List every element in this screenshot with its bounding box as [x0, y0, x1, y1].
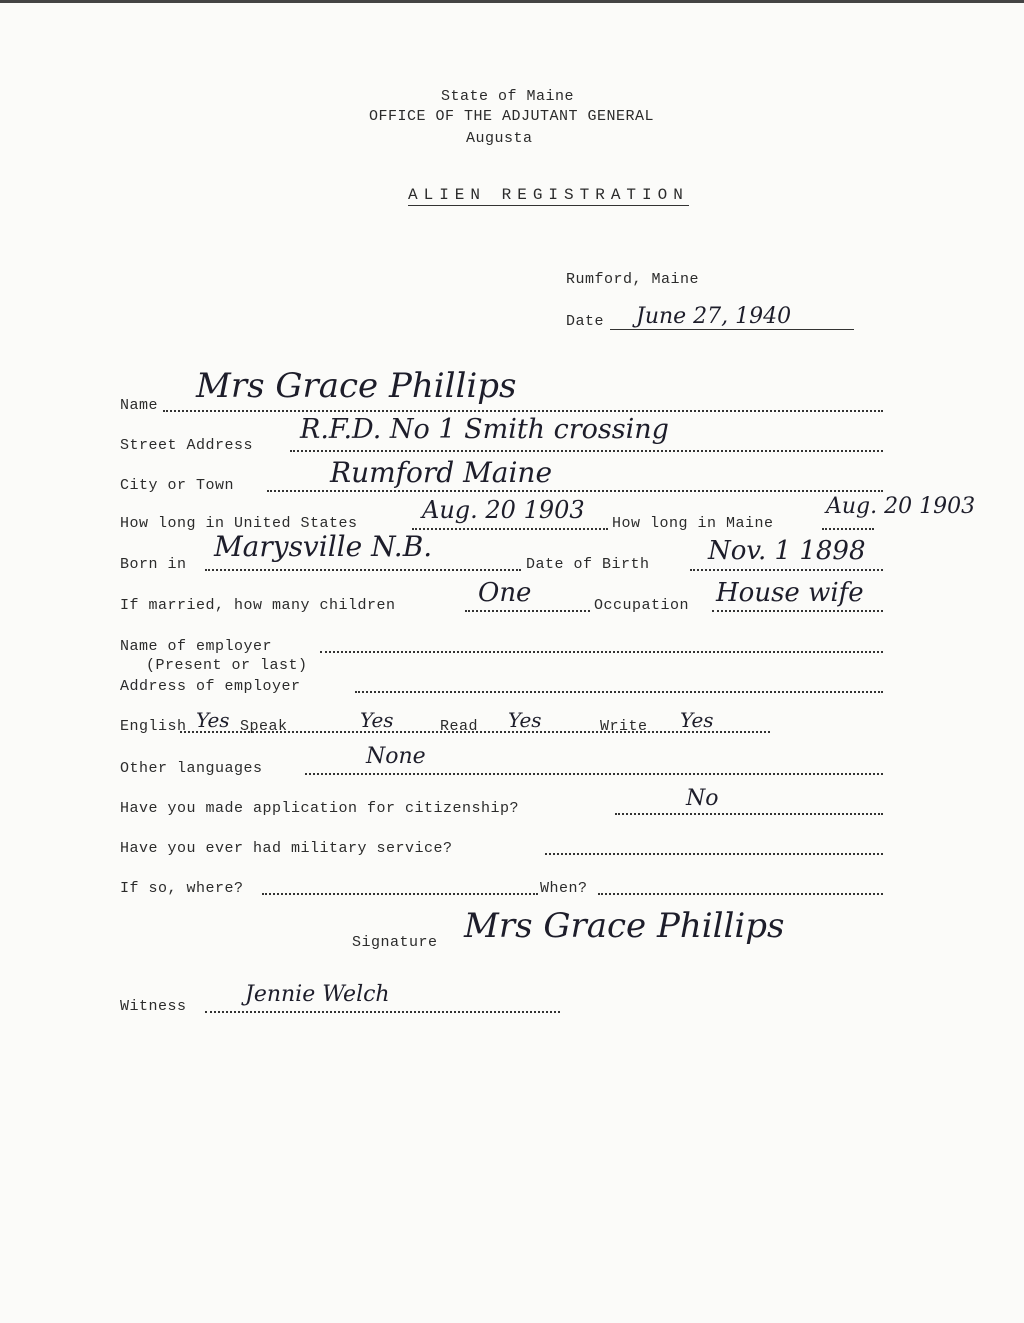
when-label: When?	[540, 880, 588, 897]
read-label: Read	[440, 718, 479, 735]
name-value: Mrs Grace Phillips	[196, 366, 517, 406]
signature-value: Mrs Grace Phillips	[464, 906, 785, 946]
employer-address-label: Address of employer	[120, 678, 301, 695]
children-dots	[465, 610, 590, 612]
scan-edge	[0, 0, 1024, 3]
speak-label: Speak	[240, 718, 288, 735]
write-value: Yes	[680, 708, 714, 732]
english-dots	[180, 731, 770, 733]
military-label: Have you ever had military service?	[120, 840, 453, 857]
witness-label: Witness	[120, 998, 187, 1015]
signature-label: Signature	[352, 934, 438, 951]
us-dots	[412, 528, 608, 530]
where-dots	[262, 893, 538, 895]
military-dots	[545, 853, 883, 855]
employer-label: Name of employer	[120, 638, 273, 655]
maine-dots	[822, 528, 874, 530]
born-value: Marysville N.B.	[214, 530, 433, 563]
witness-value: Jennie Welch	[245, 982, 390, 1007]
languages-dots	[305, 773, 883, 775]
us-label: How long in United States	[120, 515, 358, 532]
english-value: Yes	[196, 708, 230, 732]
occupation-label: Occupation	[594, 597, 690, 614]
when-dots	[598, 893, 883, 895]
street-dots	[290, 450, 883, 452]
date-label: Date	[566, 313, 605, 330]
city-value: Rumford Maine	[330, 456, 553, 489]
header-office: OFFICE OF THE ADJUTANT GENERAL	[369, 108, 655, 125]
witness-dots	[205, 1011, 560, 1013]
employer-address-dots	[355, 691, 883, 693]
dob-value: Nov. 1 1898	[708, 536, 866, 566]
where-label: If so, where?	[120, 880, 244, 897]
street-value: R.F.D. No 1 Smith crossing	[300, 414, 669, 445]
city-label: City or Town	[120, 477, 235, 494]
english-label: English	[120, 718, 187, 735]
occupation-value: House wife	[716, 578, 864, 608]
read-value: Yes	[508, 708, 542, 732]
street-label: Street Address	[120, 437, 254, 454]
citizenship-label: Have you made application for citizenship?	[120, 800, 520, 817]
speak-value: Yes	[360, 708, 394, 732]
maine-value: Aug. 20 1903	[826, 494, 976, 519]
dob-dots	[690, 569, 883, 571]
date-value: June 27, 1940	[636, 304, 792, 329]
header-city: Augusta	[466, 130, 533, 147]
maine-label: How long in Maine	[612, 515, 774, 532]
citizenship-dots	[615, 813, 883, 815]
place: Rumford, Maine	[566, 271, 700, 288]
dob-label: Date of Birth	[526, 556, 650, 573]
citizenship-value: No	[686, 786, 719, 811]
born-label: Born in	[120, 556, 187, 573]
form-title: ALIEN REGISTRATION	[408, 186, 689, 204]
name-label: Name	[120, 397, 159, 414]
write-label: Write	[600, 718, 648, 735]
date-line	[610, 329, 854, 330]
occupation-dots	[712, 610, 883, 612]
languages-value: None	[366, 744, 426, 769]
us-value: Aug. 20 1903	[422, 496, 585, 524]
employer-sub: (Present or last)	[146, 657, 308, 674]
city-dots	[267, 490, 883, 492]
employer-dots	[320, 651, 883, 653]
born-dots	[205, 569, 521, 571]
languages-label: Other languages	[120, 760, 263, 777]
children-label: If married, how many children	[120, 597, 396, 614]
children-value: One	[478, 578, 532, 608]
name-dots	[163, 410, 883, 412]
header-state: State of Maine	[441, 88, 575, 105]
